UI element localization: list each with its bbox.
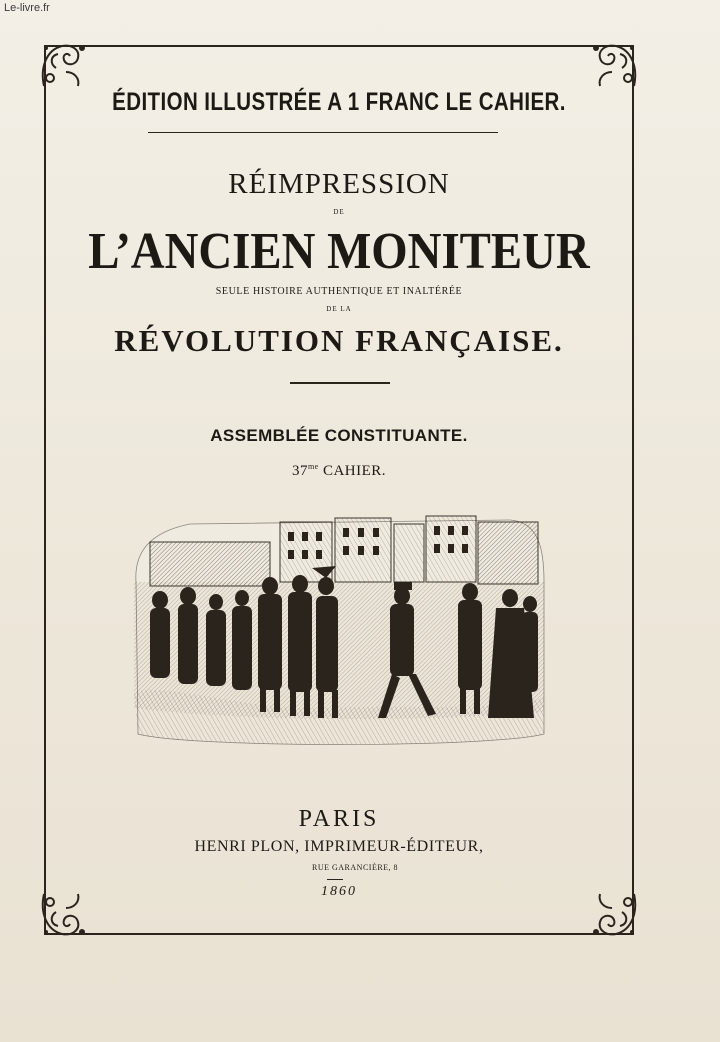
ornament-corner-icon: [36, 38, 92, 94]
imprint-publisher: HENRI PLON, IMPRIMEUR-ÉDITEUR,: [194, 838, 484, 855]
divider-rule: [148, 132, 498, 133]
subtitle: SEULE HISTOIRE AUTHENTIQUE ET INALTÉRÉE: [215, 286, 463, 297]
cahier-num: 37: [291, 463, 308, 479]
imprint-street: RUE GARANCIÈRE, 8: [312, 863, 399, 872]
section-heading: ASSEMBLÉE CONSTITUANTE.: [210, 426, 468, 445]
cahier-label: CAHIER.: [318, 463, 387, 479]
revolution-title: RÉVOLUTION FRANÇAISE.: [114, 323, 564, 358]
cahier-sup: me: [307, 462, 319, 471]
imprint-city: PARIS: [298, 806, 380, 832]
de-la-connector: DE LA: [326, 305, 352, 313]
engraving-crowd-illustration: [130, 512, 548, 752]
divider-rule-tiny: [327, 879, 343, 880]
cahier-number: [44, 462, 634, 480]
divider-rule-short: [290, 382, 390, 384]
watermark: Le-livre.fr: [4, 2, 50, 14]
main-title: L’ANCIEN MONITEUR: [88, 223, 590, 280]
ornament-corner-icon: [586, 38, 642, 94]
reimpression-heading: RÉIMPRESSION: [228, 168, 450, 200]
de-connector: DE: [333, 208, 345, 216]
imprint-year: 1860: [321, 884, 357, 899]
edition-line: ÉDITION ILLUSTRÉE A 1 FRANC LE CAHIER.: [112, 88, 566, 116]
